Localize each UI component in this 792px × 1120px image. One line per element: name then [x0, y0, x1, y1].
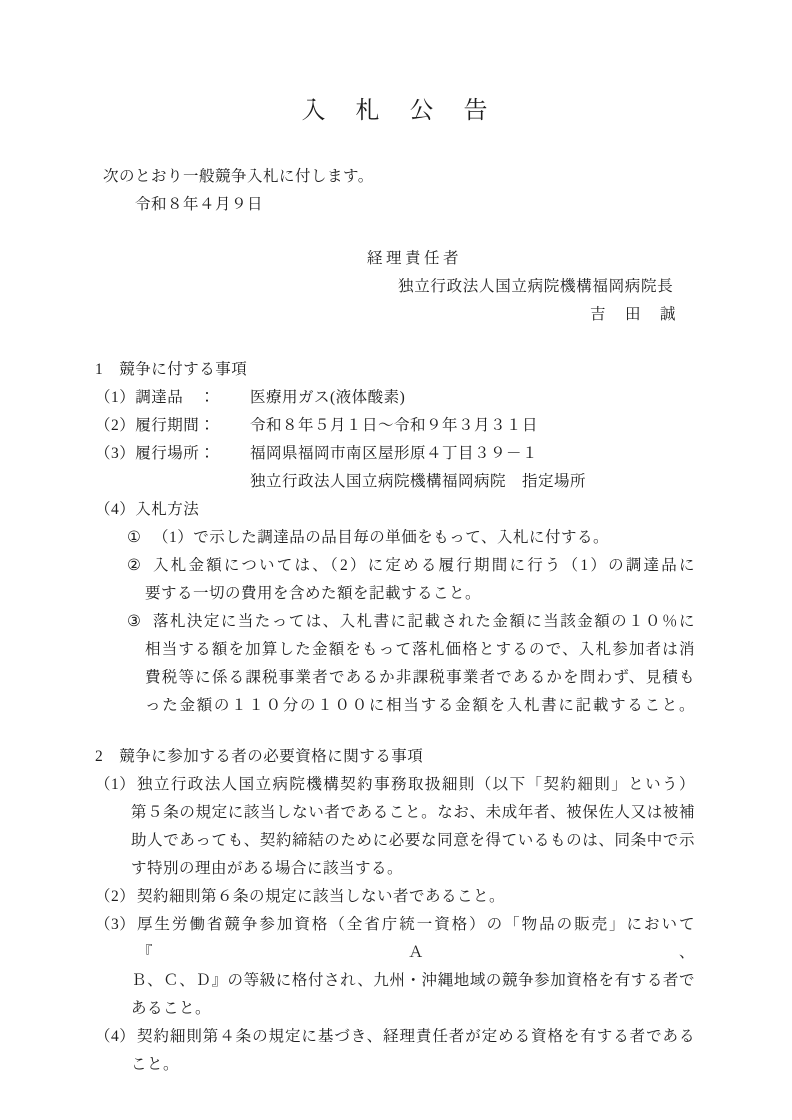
text-line: す特別の理由がある場合に該当する。: [131, 860, 404, 877]
qualification-item-1: [97, 771, 695, 883]
text-line: （1）で示した調達品の品目毎の単価をもって、入札に付する。: [153, 529, 609, 546]
text-line: 相当する額を加算した金額をもって落札価格とするので、入札参加者は消: [145, 641, 695, 658]
item-marker: （4）: [95, 1028, 136, 1045]
text-line: 落札決定に当たっては、入札書に記載された金額に当該金額の１０％に: [153, 613, 695, 630]
bid-method-item-2: [97, 552, 695, 608]
signer-organization: 独立行政法人国立病院機構福岡病院長: [398, 278, 674, 295]
text-line: こと。: [131, 1056, 180, 1073]
document-title: 入 札 公 告: [301, 98, 491, 124]
text-line: あること。: [131, 1000, 212, 1017]
row-performance-period: [95, 412, 695, 440]
row-label: （3）履行場所：: [95, 445, 216, 462]
row-procurement-item: [95, 384, 695, 412]
text-line: 契約細則第４条の規定に基づき、経理責任者が定める資格を有する者である: [137, 1028, 695, 1045]
item-marker: （3）: [95, 916, 136, 933]
row-value: 福岡県福岡市南区屋形原４丁目３９－１: [250, 445, 539, 462]
row-value: 医療用ガス(液体酸素): [250, 389, 406, 406]
text-line: 助人であっても、契約締結のために必要な同意を得ているものは、同条中で示: [131, 832, 695, 849]
intro-line: 次のとおり一般競争入札に付します。: [103, 168, 374, 185]
row-label: （1）調達品 ：: [95, 389, 216, 406]
bid-method-item-1: [97, 524, 695, 552]
row-bid-method: [95, 496, 695, 524]
text-line: 入札金額については、（2）に定める履行期間に行う（1）の調達品に: [153, 557, 695, 574]
section-2: [97, 743, 695, 1079]
section-1: [97, 356, 695, 720]
section-2-heading: 2 競争に参加する者の必要資格に関する事項: [95, 748, 424, 765]
item-marker: （1）: [95, 776, 136, 793]
row-label: （2）履行期間：: [95, 417, 216, 434]
bid-method-item-3: [97, 608, 695, 720]
text-line: 費税等に係る課税事業者であるか非課税事業者であるかを問わず、見積も: [145, 669, 695, 686]
text-line: 第５条の規定に該当しない者であること。なお、未成年者、被保佐人又は被補: [131, 804, 695, 821]
row-value: 令和８年５月１日～令和９年３月３１日: [250, 417, 539, 434]
row-performance-place-line2: 独立行政法人国立病院機構福岡病院 指定場所: [250, 473, 587, 490]
item-marker: （2）: [95, 888, 136, 905]
section-1-heading: 1 競争に付する事項: [95, 361, 248, 378]
text-line: 契約細則第６条の規定に該当しない者であること。: [137, 888, 506, 905]
qualification-item-2: [97, 883, 695, 911]
text-line: 要する一切の費用を含めた額を記載すること。: [145, 585, 482, 602]
signer-role: 経理責任者: [367, 250, 463, 267]
text-line: Ｂ、Ｃ、Ｄ』の等級に格付され、九州・沖縄地域の競争参加資格を有する者で: [131, 972, 695, 989]
qualification-item-4: [97, 1023, 695, 1079]
text-line: 独立行政法人国立病院機構契約事務取扱細則（以下「契約細則」という）: [137, 776, 695, 793]
qualification-item-3: [97, 911, 695, 1023]
row-label: （4）入札方法: [95, 501, 200, 518]
text-line: 厚生労働省競争参加資格（全省庁統一資格）の「物品の販売」において『Ａ、: [137, 916, 695, 961]
text-line: った金額の１１０分の１００に相当する金額を入札書に記載すること。: [145, 697, 695, 714]
signature-block: [97, 245, 695, 329]
issue-date: 令和８年４月９日: [135, 196, 264, 213]
circled-number-1: ①: [127, 529, 142, 546]
signer-name: 吉 田 誠: [590, 306, 678, 323]
circled-number-3: ③: [127, 613, 142, 630]
row-performance-place: [95, 440, 695, 468]
circled-number-2: ②: [127, 557, 142, 574]
